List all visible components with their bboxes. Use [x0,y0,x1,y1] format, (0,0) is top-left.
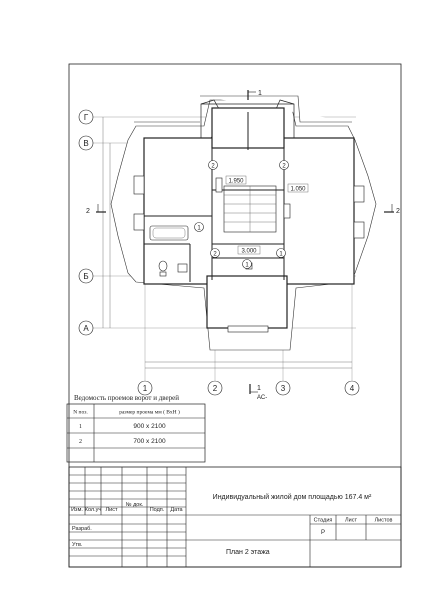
svg-text:2: 2 [282,163,286,170]
svg-text:1: 1 [257,385,261,392]
project-title: Индивидуальный жилой дом площадью 167.4 м² [212,494,372,501]
section-mark-bottom [250,384,267,401]
openings-row-no: 2 [79,439,82,445]
svg-text:2: 2 [213,251,217,258]
title-block [69,467,401,567]
openings-row-size: 900 x 2100 [133,423,166,430]
svg-text:1: 1 [279,251,283,258]
svg-text:2: 2 [396,208,400,215]
col-doc: № док. [125,502,144,508]
svg-text:3: 3 [280,384,286,393]
role-developer: Разраб. [72,526,92,532]
openings-row-size: 700 x 2100 [133,438,166,445]
svg-text:4: 4 [349,384,355,393]
col-kol-uch: Кол.уч [84,507,102,513]
svg-text:1: 1 [197,225,201,232]
col-podp: Подп. [149,507,165,513]
svg-text:2: 2 [211,163,215,170]
openings-col-no: N поз. [73,409,88,416]
svg-text:3.000: 3.000 [241,248,257,255]
openings-table [67,394,205,462]
svg-text:1.950: 1.950 [228,178,244,185]
svg-text:1.050: 1.050 [290,186,306,193]
svg-text:1: 1 [245,262,249,269]
sheets-label: Листов [374,517,393,524]
svg-text:А: А [83,324,89,333]
openings-row-no: 1 [79,424,82,430]
section-mark-right [384,204,400,215]
axis-letters [79,110,93,335]
svg-text:В: В [83,139,89,148]
col-izm: Изм. [71,507,83,513]
stage-label: Стадия [313,517,333,524]
axis-numbers [138,381,359,395]
col-data: Дата [170,507,183,513]
col-list: Лист [105,507,118,513]
sheet-label: Лист [345,517,357,524]
svg-text:1: 1 [258,90,262,97]
svg-text:2: 2 [212,384,218,393]
svg-text:Г: Г [83,113,89,122]
floor-plan [79,90,400,401]
svg-text:АС-: АС- [257,395,268,401]
svg-text:2: 2 [86,208,90,215]
role-approved: Утв. [72,542,83,548]
openings-col-size: размер проема мм ( ВхН ) [119,409,180,416]
svg-text:Б: Б [83,272,89,281]
openings-table-title: Ведомость проемов ворот и дверей [74,394,180,402]
stage-value: Р [320,530,326,536]
sheet-name: План 2 этажа [226,549,270,556]
svg-text:1: 1 [142,384,148,393]
